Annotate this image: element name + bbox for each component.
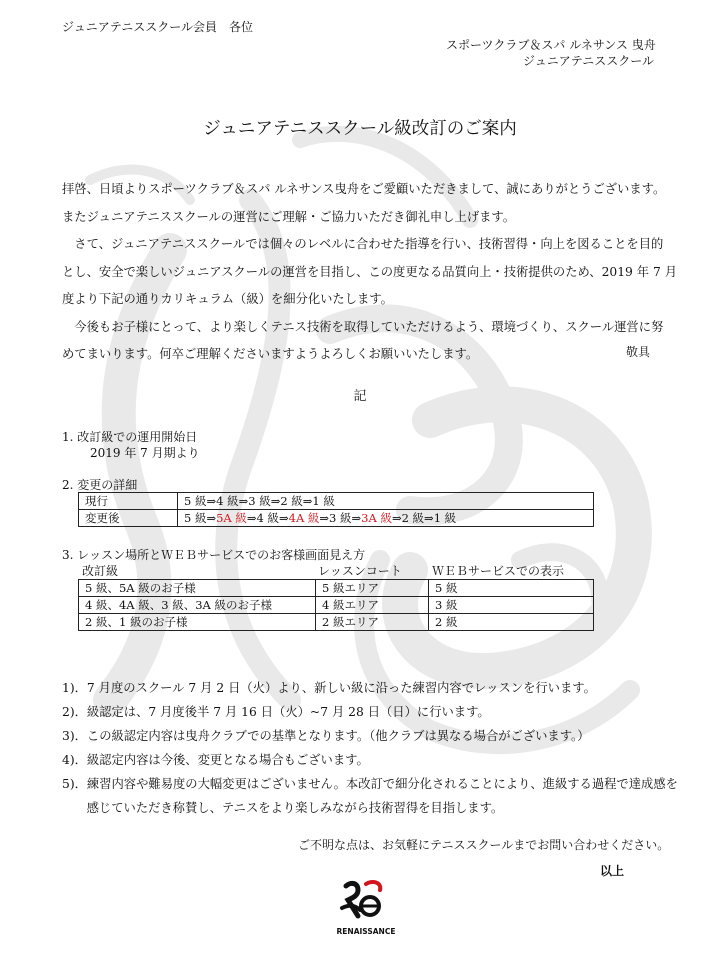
row-label-new: 変更後 [79, 510, 178, 527]
logo-mark-icon [336, 878, 396, 922]
note-item: 4)．級認定内容は今後、変更となる場合もございます。 [62, 753, 369, 767]
greeting-body [62, 176, 678, 369]
table-cell: 2 級、1 級のお子様 [79, 614, 316, 631]
grade-sequence: 5 級⇒4 級⇒3 級⇒2 級⇒1 級 [184, 494, 335, 508]
body-line: 拝啓、日頃よりスポーツクラブ＆スパ ルネサンス曳舟をご愛顧いただきまして、誠にありがとうございます。 [62, 182, 666, 196]
grade-seg: ⇒4 級⇒ [246, 511, 289, 525]
section1-heading: 1. 改訂級での運用開始日 [62, 430, 198, 444]
table-cell: 3 級 [429, 597, 594, 614]
lesson-table [78, 579, 594, 631]
note-item: 感じていただき称賛し、テニスをより楽しみながら技術習得を目指します。 [62, 801, 504, 815]
grade-seg: ⇒2 級⇒1 級 [391, 511, 457, 525]
table-row [79, 580, 594, 597]
body-line: 度より下記の通りカリキュラム（級）を細分化いたします。 [62, 292, 393, 306]
column-header: レッスンコート [318, 564, 402, 578]
page-title: ジュニアテニススクール級改訂のご案内 [203, 119, 517, 139]
table-cell: 4 級エリア [316, 597, 429, 614]
ki-heading: 記 [353, 389, 367, 404]
body-line: 今後もお子様にとって、より楽しくテニス技術を取得していただけるよう、環境づくり、スクール運営に努 [62, 319, 664, 334]
table-cell: 2 級 [429, 614, 594, 631]
new-grade-3a: 3A 級 [361, 511, 392, 525]
change-table [78, 492, 594, 527]
section2-heading: 2. 変更の詳細 [62, 478, 138, 492]
body-line: めてまいります。何卒ご理解くださいますようよろしくお願いいたします。 [62, 347, 479, 361]
note-item: 3)．この級認定内容は曳舟クラブでの基準となります。（他クラブは異なる場合がございます。） [62, 729, 590, 743]
table-row [79, 614, 594, 631]
body-line: またジュニアテニススクールの運営にご理解・ご協力いただき御礼申し上げます。 [62, 209, 516, 224]
body-line: とし、安全で楽しいジュニアスクールの運営を目指し、この度更なる品質向上・技術提供のため、2019 年 7 月 [62, 264, 678, 279]
note-item: 5)．練習内容や難易度の大幅変更はございません。本改訂で細分化されることにより、進級する過程で達成感を [62, 777, 678, 791]
table-cell: 5 級、5A 級のお子様 [79, 580, 316, 597]
table-cell: 5 級エリア [316, 580, 429, 597]
sender-club: スポーツクラブ＆スパ ルネサンス 曳舟 [446, 38, 656, 52]
table-row [79, 493, 594, 510]
column-header: 改訂級 [82, 564, 119, 578]
section3-heading: 3. レッスン場所とＷＥＢサービスでのお客様画面見え方 [62, 548, 366, 562]
closing-ijou: 以上 [600, 864, 625, 878]
sender-school: ジュニアテニススクール [523, 54, 655, 68]
table-cell: 4 級、4A 級、3 級、3A 級のお子様 [79, 597, 316, 614]
grade-seg: ⇒3 級⇒ [319, 511, 362, 525]
row-label-current: 現行 [79, 493, 178, 510]
recipient-line: ジュニアテニススクール会員 各位 [62, 20, 254, 34]
table-cell: 5 級 [429, 580, 594, 597]
section1-value: 2019 年 7 月期より [90, 446, 200, 460]
table-cell: 2 級エリア [316, 614, 429, 631]
new-grade-4a: 4A 級 [288, 511, 320, 525]
logo-text: RENAISSANCE [336, 927, 396, 936]
column-header: ＷＥＢサービスでの表示 [432, 564, 565, 578]
body-line: さて、ジュニアテニススクールでは個々のレベルに合わせた指導を行い、技術習得・向上を図ることを目的 [62, 237, 664, 251]
grade-seg: 5 級⇒ [184, 511, 217, 525]
new-grade-5a: 5A 級 [216, 511, 247, 525]
table-row [79, 510, 594, 527]
table-row [79, 597, 594, 614]
note-item: 2)．級認定は、7 月度後半 7 月 16 日（火）~7 月 28 日（日）に行います。 [62, 705, 490, 719]
current-grades [178, 493, 594, 510]
new-grades [178, 510, 594, 527]
inquiry-text: ご不明な点は、お気軽にテニススクールまでお問い合わせください。 [298, 838, 670, 852]
closing-keigu: 敬具 [626, 345, 651, 359]
note-item: 1)．7 月度のスクール 7 月 2 日（火）より、新しい級に沿った練習内容でレッスンを行います。 [62, 681, 596, 695]
renaissance-logo [336, 878, 396, 940]
notes-list [62, 676, 682, 820]
